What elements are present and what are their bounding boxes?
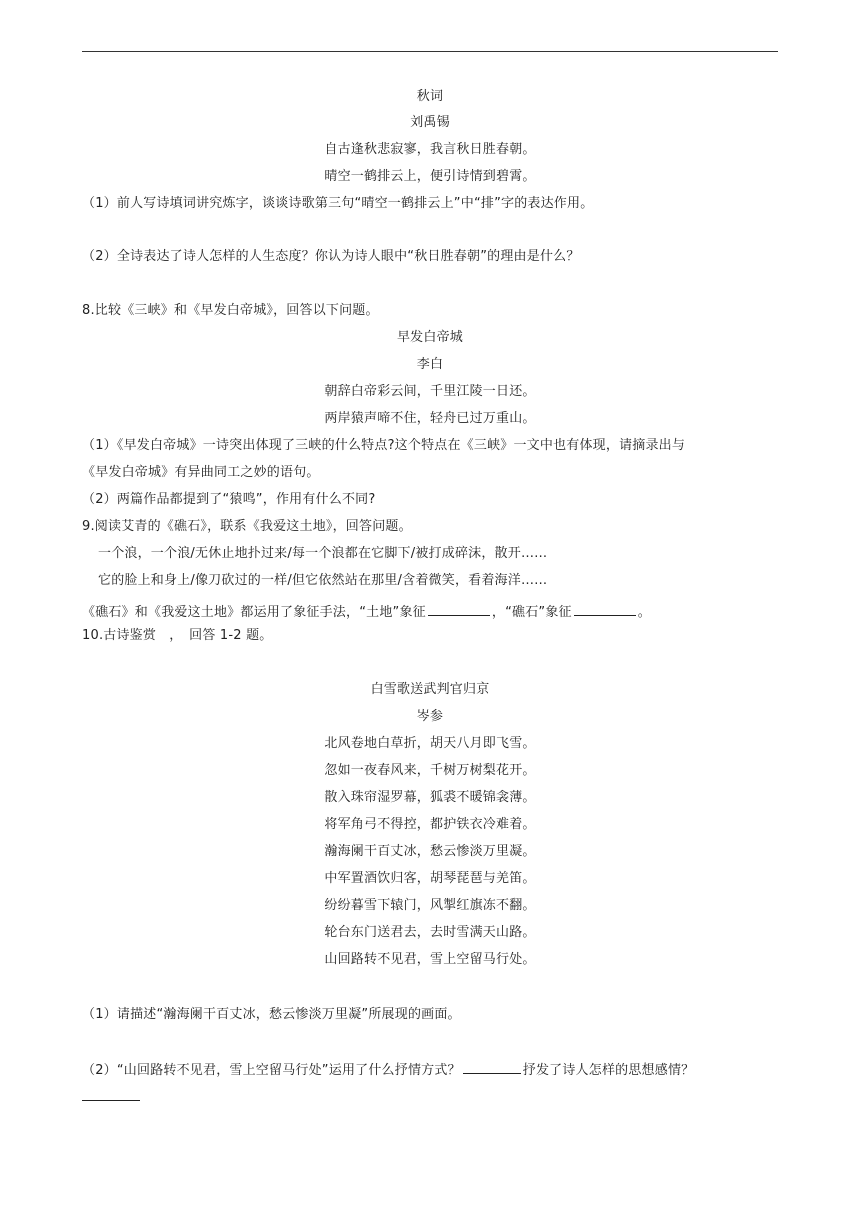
q9-question-part-3: 。	[637, 605, 651, 620]
poem1-author: 刘禹锡	[410, 115, 450, 130]
q10-poem-title: 白雪歌送武判官归京	[370, 682, 490, 697]
poem1-question-1: （1）前人写诗填词讲究炼字，谈谈诗歌第三句“晴空一鹤排云上”中“排”字的表达作用。	[82, 196, 594, 211]
q8-question-2: （2）两篇作品都提到了“猿鸣”，作用有什么不同?	[82, 492, 376, 507]
poem1-question-2: （2）全诗表达了诗人怎样的人生态度？你认为诗人眼中“秋日胜春朝”的理由是什么？	[82, 249, 580, 264]
q10-poem-line-9: 山回路转不见君，雪上空留马行处。	[324, 952, 536, 967]
q10-question-2-part-1: （2）“山回路转不见君，雪上空留马行处”运用了什么抒情方式？	[82, 1063, 461, 1078]
q8-poem-author: 李白	[416, 357, 444, 372]
q10-poem-author: 岑参	[416, 709, 444, 724]
q10-stem: 10.古诗鉴赏 ， 回答 1-2 题。	[82, 628, 273, 643]
q10-answer-blank-line	[82, 1086, 142, 1107]
q9-question-part-1: 《礁石》和《我爱这土地》都运用了象征手法，“土地”象征	[82, 605, 426, 620]
q10-poem-line-4: 将军角弓不得控，都护铁衣冷难着。	[324, 817, 536, 832]
q8-stem: 8.比较《三峡》和《早发白帝城》，回答以下问题。	[82, 303, 379, 318]
q9-question-part-2: ，“礁石”象征	[491, 605, 572, 620]
q9-excerpt-2: 它的脸上和身上/像刀砍过的一样/但它依然站在那里/含着微笑，看着海洋……	[98, 573, 548, 588]
q9-excerpt-1: 一个浪，一个浪/无休止地扑过来/每一个浪都在它脚下/被打成碎沫，散开……	[98, 546, 548, 561]
poem1-title: 秋词	[416, 89, 444, 104]
q10-poem-line-6: 中军置酒饮归客，胡琴琵琶与羌笛。	[324, 871, 536, 886]
q10-poem-line-7: 纷纷暮雪下辕门，风掣红旗冻不翻。	[324, 898, 536, 913]
q8-question-1-line-1: （1）《早发白帝城》一诗突出体现了三峡的什么特点?这个特点在《三峡》一文中也有体现，请摘录出与	[82, 438, 686, 453]
q10-question-1: （1）请描述“瀚海阑干百丈冰，愁云惨淡万里凝”所展现的画面。	[82, 1007, 461, 1022]
q10-poem-line-8: 轮台东门送君去，去时雪满天山路。	[324, 925, 536, 940]
poem1-line-2: 晴空一鹤排云上，便引诗情到碧霄。	[324, 169, 536, 184]
q10-question-2-part-2: 抒发了诗人怎样的思想感情？	[522, 1063, 695, 1078]
q10-answer-blank-1[interactable]	[463, 1059, 521, 1074]
q8-poem-line-2: 两岸猿声啼不住，轻舟已过万重山。	[324, 411, 536, 426]
q10-poem-line-5: 瀚海阑干百丈冰，愁云惨淡万里凝。	[324, 844, 536, 859]
q9-answer-blank-1[interactable]	[428, 601, 490, 616]
q10-poem-line-3: 散入珠帘湿罗幕，狐裘不暖锦衾薄。	[324, 790, 536, 805]
q10-answer-blank-2[interactable]	[82, 1086, 140, 1101]
q9-answer-blank-2[interactable]	[574, 601, 636, 616]
q8-poem-line-1: 朝辞白帝彩云间，千里江陵一日还。	[324, 384, 536, 399]
q10-question-2	[82, 1059, 694, 1080]
q10-poem-line-2: 忽如一夜春风来，千树万树梨花开。	[324, 763, 536, 778]
poem1-line-1: 自古逢秋悲寂寥，我言秋日胜春朝。	[324, 142, 536, 157]
q9-question	[82, 601, 651, 622]
q8-question-1-line-2: 《早发白帝城》有异曲同工之妙的语句。	[82, 465, 320, 480]
q8-poem-title: 早发白帝城	[396, 330, 463, 345]
q9-stem: 9.阅读艾青的《礁石》，联系《我爱这土地》，回答问题。	[82, 519, 412, 534]
header-rule	[82, 51, 778, 52]
q10-poem-line-1: 北风卷地白草折，胡天八月即飞雪。	[324, 736, 536, 751]
